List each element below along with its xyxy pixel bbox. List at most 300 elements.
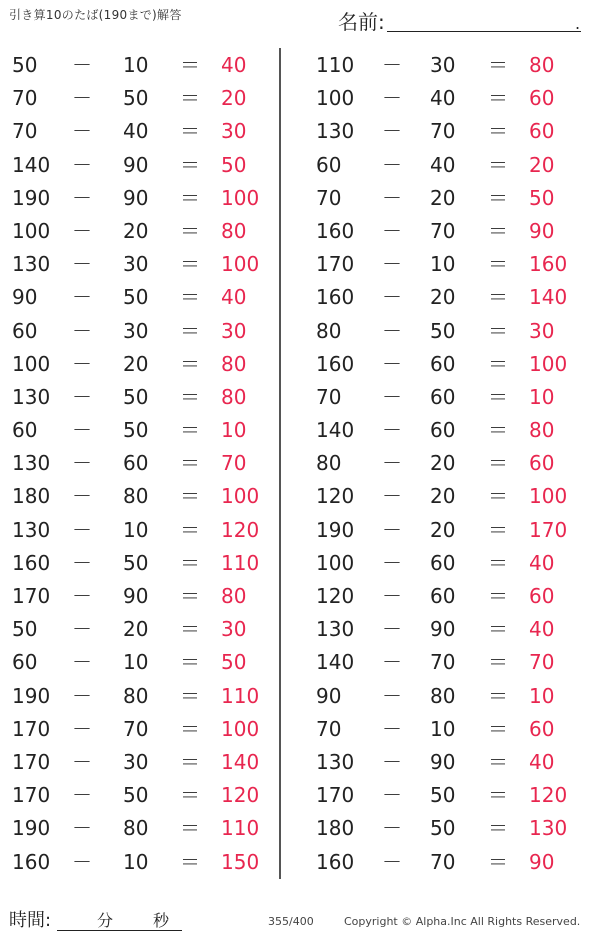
minus-sign: － bbox=[382, 252, 402, 277]
equals-sign: ＝ bbox=[180, 849, 200, 874]
equals-sign: ＝ bbox=[180, 152, 200, 177]
equals-sign: ＝ bbox=[180, 252, 200, 277]
subtrahend: 50 bbox=[430, 816, 456, 841]
minuend: 80 bbox=[316, 451, 342, 476]
minus-sign: － bbox=[72, 285, 92, 310]
answer: 60 bbox=[529, 716, 555, 741]
answer: 170 bbox=[529, 517, 568, 542]
problem-row bbox=[308, 812, 578, 845]
minuend: 130 bbox=[12, 384, 51, 409]
answer: 80 bbox=[529, 53, 555, 77]
equals-sign: ＝ bbox=[180, 816, 200, 841]
answer: 50 bbox=[221, 152, 247, 177]
minuend: 170 bbox=[316, 252, 355, 277]
problem-row bbox=[0, 613, 270, 646]
problem-row bbox=[308, 779, 578, 812]
subtrahend: 90 bbox=[123, 152, 149, 177]
problem-row bbox=[308, 514, 578, 547]
subtrahend: 80 bbox=[123, 816, 149, 841]
subtrahend: 90 bbox=[430, 749, 456, 774]
answer: 100 bbox=[221, 252, 260, 277]
equals-sign: ＝ bbox=[488, 152, 508, 177]
answer: 50 bbox=[221, 650, 247, 675]
problem-row bbox=[308, 480, 578, 513]
answer: 160 bbox=[529, 252, 568, 277]
problem-row bbox=[308, 547, 578, 580]
minuend: 120 bbox=[316, 584, 355, 608]
minuend: 180 bbox=[12, 484, 51, 509]
minus-sign: － bbox=[72, 683, 92, 708]
subtrahend: 50 bbox=[430, 783, 456, 808]
problem-row bbox=[0, 713, 270, 746]
answer: 70 bbox=[221, 451, 247, 476]
minus-sign: － bbox=[72, 418, 92, 443]
minus-sign: － bbox=[72, 119, 92, 144]
equals-sign: ＝ bbox=[488, 384, 508, 409]
minuend: 140 bbox=[316, 418, 355, 443]
problem-row bbox=[0, 680, 270, 713]
answer: 90 bbox=[529, 849, 555, 874]
subtrahend: 90 bbox=[430, 617, 456, 642]
subtrahend: 20 bbox=[123, 218, 149, 243]
answer: 120 bbox=[529, 783, 568, 808]
problem-row bbox=[0, 812, 270, 845]
problem-row bbox=[0, 82, 270, 115]
equals-sign: ＝ bbox=[180, 716, 200, 741]
subtrahend: 30 bbox=[123, 318, 149, 343]
problem-row bbox=[308, 49, 578, 82]
subtrahend: 50 bbox=[123, 285, 149, 310]
minus-sign: － bbox=[72, 484, 92, 509]
minuend: 160 bbox=[316, 285, 355, 310]
problem-row bbox=[0, 547, 270, 580]
equals-sign: ＝ bbox=[488, 418, 508, 443]
minuend: 190 bbox=[12, 683, 51, 708]
minus-sign: － bbox=[382, 318, 402, 343]
minus-sign: － bbox=[382, 584, 402, 608]
subtrahend: 30 bbox=[123, 252, 149, 277]
minuend: 90 bbox=[316, 683, 342, 708]
minuend: 160 bbox=[316, 351, 355, 376]
equals-sign: ＝ bbox=[488, 617, 508, 642]
minus-sign: － bbox=[72, 783, 92, 808]
minus-sign: － bbox=[72, 318, 92, 343]
answer: 40 bbox=[529, 617, 555, 642]
subtrahend: 40 bbox=[430, 152, 456, 177]
answer: 120 bbox=[221, 783, 260, 808]
subtrahend: 30 bbox=[123, 749, 149, 774]
answer: 30 bbox=[221, 119, 247, 144]
problem-row bbox=[308, 746, 578, 779]
minuend: 130 bbox=[316, 749, 355, 774]
equals-sign: ＝ bbox=[180, 351, 200, 376]
minus-sign: － bbox=[72, 218, 92, 243]
equals-sign: ＝ bbox=[488, 484, 508, 509]
subtrahend: 60 bbox=[430, 550, 456, 575]
equals-sign: ＝ bbox=[488, 318, 508, 343]
answer: 80 bbox=[529, 418, 555, 443]
minuend: 130 bbox=[12, 451, 51, 476]
minus-sign: － bbox=[382, 285, 402, 310]
minuend: 70 bbox=[316, 185, 342, 210]
minus-sign: － bbox=[382, 749, 402, 774]
equals-sign: ＝ bbox=[488, 849, 508, 874]
minus-sign: － bbox=[382, 683, 402, 708]
problem-row bbox=[308, 215, 578, 248]
equals-sign: ＝ bbox=[488, 517, 508, 542]
minus-sign: － bbox=[72, 650, 92, 675]
subtrahend: 70 bbox=[430, 218, 456, 243]
subtrahend: 10 bbox=[123, 53, 149, 77]
equals-sign: ＝ bbox=[180, 384, 200, 409]
equals-sign: ＝ bbox=[180, 86, 200, 111]
answer: 20 bbox=[529, 152, 555, 177]
minuend: 70 bbox=[12, 119, 38, 144]
minus-sign: － bbox=[382, 119, 402, 144]
subtrahend: 20 bbox=[430, 185, 456, 210]
minus-sign: － bbox=[382, 53, 402, 77]
equals-sign: ＝ bbox=[180, 218, 200, 243]
minuend: 130 bbox=[316, 617, 355, 642]
answer: 130 bbox=[529, 816, 568, 841]
answer: 100 bbox=[221, 716, 260, 741]
minuend: 160 bbox=[12, 550, 51, 575]
minus-sign: － bbox=[382, 716, 402, 741]
footer bbox=[0, 900, 600, 935]
minuend: 130 bbox=[12, 517, 51, 542]
minutes-label: 分 bbox=[97, 911, 114, 930]
problem-row bbox=[308, 248, 578, 281]
subtrahend: 50 bbox=[123, 418, 149, 443]
subtrahend: 90 bbox=[123, 185, 149, 210]
equals-sign: ＝ bbox=[180, 617, 200, 642]
answer: 60 bbox=[529, 451, 555, 476]
subtrahend: 70 bbox=[123, 716, 149, 741]
time-label: 時間: bbox=[9, 910, 52, 931]
answer: 90 bbox=[529, 218, 555, 243]
problem-row bbox=[0, 646, 270, 679]
subtrahend: 70 bbox=[430, 119, 456, 144]
answer: 110 bbox=[221, 683, 260, 708]
minus-sign: － bbox=[72, 716, 92, 741]
problem-row bbox=[308, 348, 578, 381]
minus-sign: － bbox=[382, 783, 402, 808]
problem-row bbox=[308, 580, 578, 613]
minus-sign: － bbox=[72, 816, 92, 841]
problem-row bbox=[308, 680, 578, 713]
minus-sign: － bbox=[382, 86, 402, 111]
problem-row bbox=[0, 115, 270, 148]
equals-sign: ＝ bbox=[180, 550, 200, 575]
answer: 110 bbox=[221, 550, 260, 575]
problem-row bbox=[0, 215, 270, 248]
problem-row bbox=[308, 115, 578, 148]
minuend: 90 bbox=[12, 285, 38, 310]
minuend: 160 bbox=[316, 849, 355, 874]
problem-row bbox=[0, 480, 270, 513]
minuend: 130 bbox=[12, 252, 51, 277]
equals-sign: ＝ bbox=[180, 650, 200, 675]
equals-sign: ＝ bbox=[180, 517, 200, 542]
answer: 40 bbox=[221, 53, 247, 77]
equals-sign: ＝ bbox=[488, 119, 508, 144]
minus-sign: － bbox=[382, 550, 402, 575]
answer: 100 bbox=[221, 185, 260, 210]
answer: 40 bbox=[221, 285, 247, 310]
minuend: 190 bbox=[12, 816, 51, 841]
answer: 100 bbox=[221, 484, 260, 509]
answer: 10 bbox=[529, 384, 555, 409]
subtrahend: 20 bbox=[123, 617, 149, 642]
problem-row bbox=[0, 281, 270, 314]
subtrahend: 50 bbox=[430, 318, 456, 343]
subtrahend: 80 bbox=[123, 683, 149, 708]
equals-sign: ＝ bbox=[488, 351, 508, 376]
subtrahend: 30 bbox=[430, 53, 456, 77]
minuend: 50 bbox=[12, 53, 38, 77]
column-divider bbox=[279, 48, 281, 879]
minus-sign: － bbox=[382, 152, 402, 177]
equals-sign: ＝ bbox=[488, 683, 508, 708]
equals-sign: ＝ bbox=[180, 418, 200, 443]
minuend: 140 bbox=[12, 152, 51, 177]
answer: 20 bbox=[221, 86, 247, 111]
minus-sign: － bbox=[72, 849, 92, 874]
equals-sign: ＝ bbox=[488, 252, 508, 277]
problem-row bbox=[308, 646, 578, 679]
subtrahend: 20 bbox=[430, 517, 456, 542]
minus-sign: － bbox=[72, 384, 92, 409]
equals-sign: ＝ bbox=[180, 584, 200, 608]
minuend: 100 bbox=[12, 351, 51, 376]
problem-row bbox=[0, 182, 270, 215]
answer: 80 bbox=[221, 384, 247, 409]
equals-sign: ＝ bbox=[488, 451, 508, 476]
subtrahend: 60 bbox=[430, 418, 456, 443]
answer: 80 bbox=[221, 218, 247, 243]
minus-sign: － bbox=[382, 351, 402, 376]
minus-sign: － bbox=[382, 218, 402, 243]
answer: 120 bbox=[221, 517, 260, 542]
minuend: 190 bbox=[12, 185, 51, 210]
name-end-mark: . bbox=[575, 14, 581, 33]
subtrahend: 10 bbox=[123, 849, 149, 874]
minus-sign: － bbox=[382, 384, 402, 409]
subtrahend: 70 bbox=[430, 849, 456, 874]
name-label: 名前: bbox=[338, 10, 385, 34]
problem-row bbox=[0, 381, 270, 414]
problem-row bbox=[308, 713, 578, 746]
problem-row bbox=[308, 414, 578, 447]
equals-sign: ＝ bbox=[488, 584, 508, 608]
minus-sign: － bbox=[72, 252, 92, 277]
subtrahend: 60 bbox=[430, 584, 456, 608]
problem-row bbox=[308, 381, 578, 414]
subtrahend: 80 bbox=[430, 683, 456, 708]
equals-sign: ＝ bbox=[488, 285, 508, 310]
name-field bbox=[338, 6, 588, 36]
problem-row bbox=[308, 82, 578, 115]
subtrahend: 60 bbox=[430, 351, 456, 376]
answer: 140 bbox=[529, 285, 568, 310]
minus-sign: － bbox=[72, 86, 92, 111]
minuend: 170 bbox=[12, 584, 51, 608]
answer: 80 bbox=[221, 351, 247, 376]
minuend: 100 bbox=[316, 86, 355, 111]
problem-row bbox=[0, 779, 270, 812]
subtrahend: 60 bbox=[123, 451, 149, 476]
minus-sign: － bbox=[72, 749, 92, 774]
minus-sign: － bbox=[72, 550, 92, 575]
subtrahend: 10 bbox=[123, 517, 149, 542]
subtrahend: 90 bbox=[123, 584, 149, 608]
problem-row bbox=[0, 149, 270, 182]
problem-row bbox=[308, 613, 578, 646]
answer: 40 bbox=[529, 749, 555, 774]
subtrahend: 40 bbox=[430, 86, 456, 111]
worksheet-title: 引き算10のたば(190まで)解答 bbox=[9, 8, 182, 22]
answer: 10 bbox=[221, 418, 247, 443]
name-underline bbox=[387, 31, 581, 32]
subtrahend: 10 bbox=[430, 252, 456, 277]
subtrahend: 50 bbox=[123, 86, 149, 111]
minus-sign: － bbox=[72, 617, 92, 642]
subtrahend: 60 bbox=[430, 384, 456, 409]
subtrahend: 20 bbox=[123, 351, 149, 376]
problem-row bbox=[308, 447, 578, 480]
equals-sign: ＝ bbox=[488, 550, 508, 575]
subtrahend: 20 bbox=[430, 285, 456, 310]
equals-sign: ＝ bbox=[180, 318, 200, 343]
problem-row bbox=[0, 315, 270, 348]
answer: 30 bbox=[221, 318, 247, 343]
page-number: 355/400 bbox=[268, 915, 314, 928]
minuend: 170 bbox=[12, 716, 51, 741]
answer: 140 bbox=[221, 749, 260, 774]
left-problem-column bbox=[0, 49, 270, 879]
subtrahend: 50 bbox=[123, 783, 149, 808]
answer: 110 bbox=[221, 816, 260, 841]
copyright-notice: Copyright © Alpha.Inc All Rights Reserved. bbox=[344, 915, 581, 928]
minuend: 170 bbox=[12, 783, 51, 808]
subtrahend: 80 bbox=[123, 484, 149, 509]
problem-row bbox=[0, 414, 270, 447]
minus-sign: － bbox=[72, 451, 92, 476]
answer: 150 bbox=[221, 849, 260, 874]
minuend: 160 bbox=[12, 849, 51, 874]
minuend: 110 bbox=[316, 53, 355, 77]
answer: 30 bbox=[221, 617, 247, 642]
equals-sign: ＝ bbox=[180, 484, 200, 509]
subtrahend: 40 bbox=[123, 119, 149, 144]
minus-sign: － bbox=[72, 584, 92, 608]
equals-sign: ＝ bbox=[180, 451, 200, 476]
equals-sign: ＝ bbox=[488, 218, 508, 243]
answer: 10 bbox=[529, 683, 555, 708]
minuend: 60 bbox=[12, 418, 38, 443]
equals-sign: ＝ bbox=[488, 53, 508, 77]
minuend: 70 bbox=[316, 716, 342, 741]
answer: 40 bbox=[529, 550, 555, 575]
minuend: 100 bbox=[12, 218, 51, 243]
problem-row bbox=[0, 248, 270, 281]
problem-row bbox=[0, 846, 270, 879]
minus-sign: － bbox=[382, 650, 402, 675]
minus-sign: － bbox=[382, 484, 402, 509]
answer: 80 bbox=[221, 584, 247, 608]
minuend: 160 bbox=[316, 218, 355, 243]
equals-sign: ＝ bbox=[488, 749, 508, 774]
subtrahend: 10 bbox=[430, 716, 456, 741]
answer: 100 bbox=[529, 484, 568, 509]
problem-row bbox=[0, 447, 270, 480]
equals-sign: ＝ bbox=[488, 185, 508, 210]
answer: 60 bbox=[529, 119, 555, 144]
minuend: 80 bbox=[316, 318, 342, 343]
answer: 70 bbox=[529, 650, 555, 675]
answer: 60 bbox=[529, 86, 555, 111]
minus-sign: － bbox=[72, 517, 92, 542]
minuend: 120 bbox=[316, 484, 355, 509]
problem-row bbox=[308, 846, 578, 879]
minuend: 180 bbox=[316, 816, 355, 841]
problem-row bbox=[308, 315, 578, 348]
subtrahend: 50 bbox=[123, 550, 149, 575]
minus-sign: － bbox=[72, 185, 92, 210]
minus-sign: － bbox=[382, 451, 402, 476]
problem-row bbox=[0, 514, 270, 547]
minuend: 190 bbox=[316, 517, 355, 542]
answer: 30 bbox=[529, 318, 555, 343]
equals-sign: ＝ bbox=[180, 683, 200, 708]
minuend: 70 bbox=[12, 86, 38, 111]
problem-row bbox=[0, 348, 270, 381]
minuend: 130 bbox=[316, 119, 355, 144]
minuend: 60 bbox=[316, 152, 342, 177]
equals-sign: ＝ bbox=[180, 285, 200, 310]
problem-row bbox=[308, 149, 578, 182]
answer: 100 bbox=[529, 351, 568, 376]
subtrahend: 20 bbox=[430, 451, 456, 476]
minus-sign: － bbox=[382, 849, 402, 874]
equals-sign: ＝ bbox=[180, 53, 200, 77]
subtrahend: 20 bbox=[430, 484, 456, 509]
seconds-label: 秒 bbox=[153, 911, 170, 930]
equals-sign: ＝ bbox=[180, 185, 200, 210]
right-problem-column bbox=[308, 49, 578, 879]
equals-sign: ＝ bbox=[180, 119, 200, 144]
minuend: 100 bbox=[316, 550, 355, 575]
equals-sign: ＝ bbox=[488, 816, 508, 841]
equals-sign: ＝ bbox=[180, 783, 200, 808]
minus-sign: － bbox=[72, 351, 92, 376]
subtrahend: 10 bbox=[123, 650, 149, 675]
minus-sign: － bbox=[382, 816, 402, 841]
minuend: 60 bbox=[12, 318, 38, 343]
subtrahend: 70 bbox=[430, 650, 456, 675]
problem-row bbox=[0, 580, 270, 613]
minus-sign: － bbox=[382, 517, 402, 542]
minuend: 70 bbox=[316, 384, 342, 409]
minuend: 50 bbox=[12, 617, 38, 642]
subtrahend: 50 bbox=[123, 384, 149, 409]
minuend: 140 bbox=[316, 650, 355, 675]
equals-sign: ＝ bbox=[180, 749, 200, 774]
minuend: 60 bbox=[12, 650, 38, 675]
problem-row bbox=[0, 49, 270, 82]
minus-sign: － bbox=[382, 617, 402, 642]
minuend: 170 bbox=[12, 749, 51, 774]
